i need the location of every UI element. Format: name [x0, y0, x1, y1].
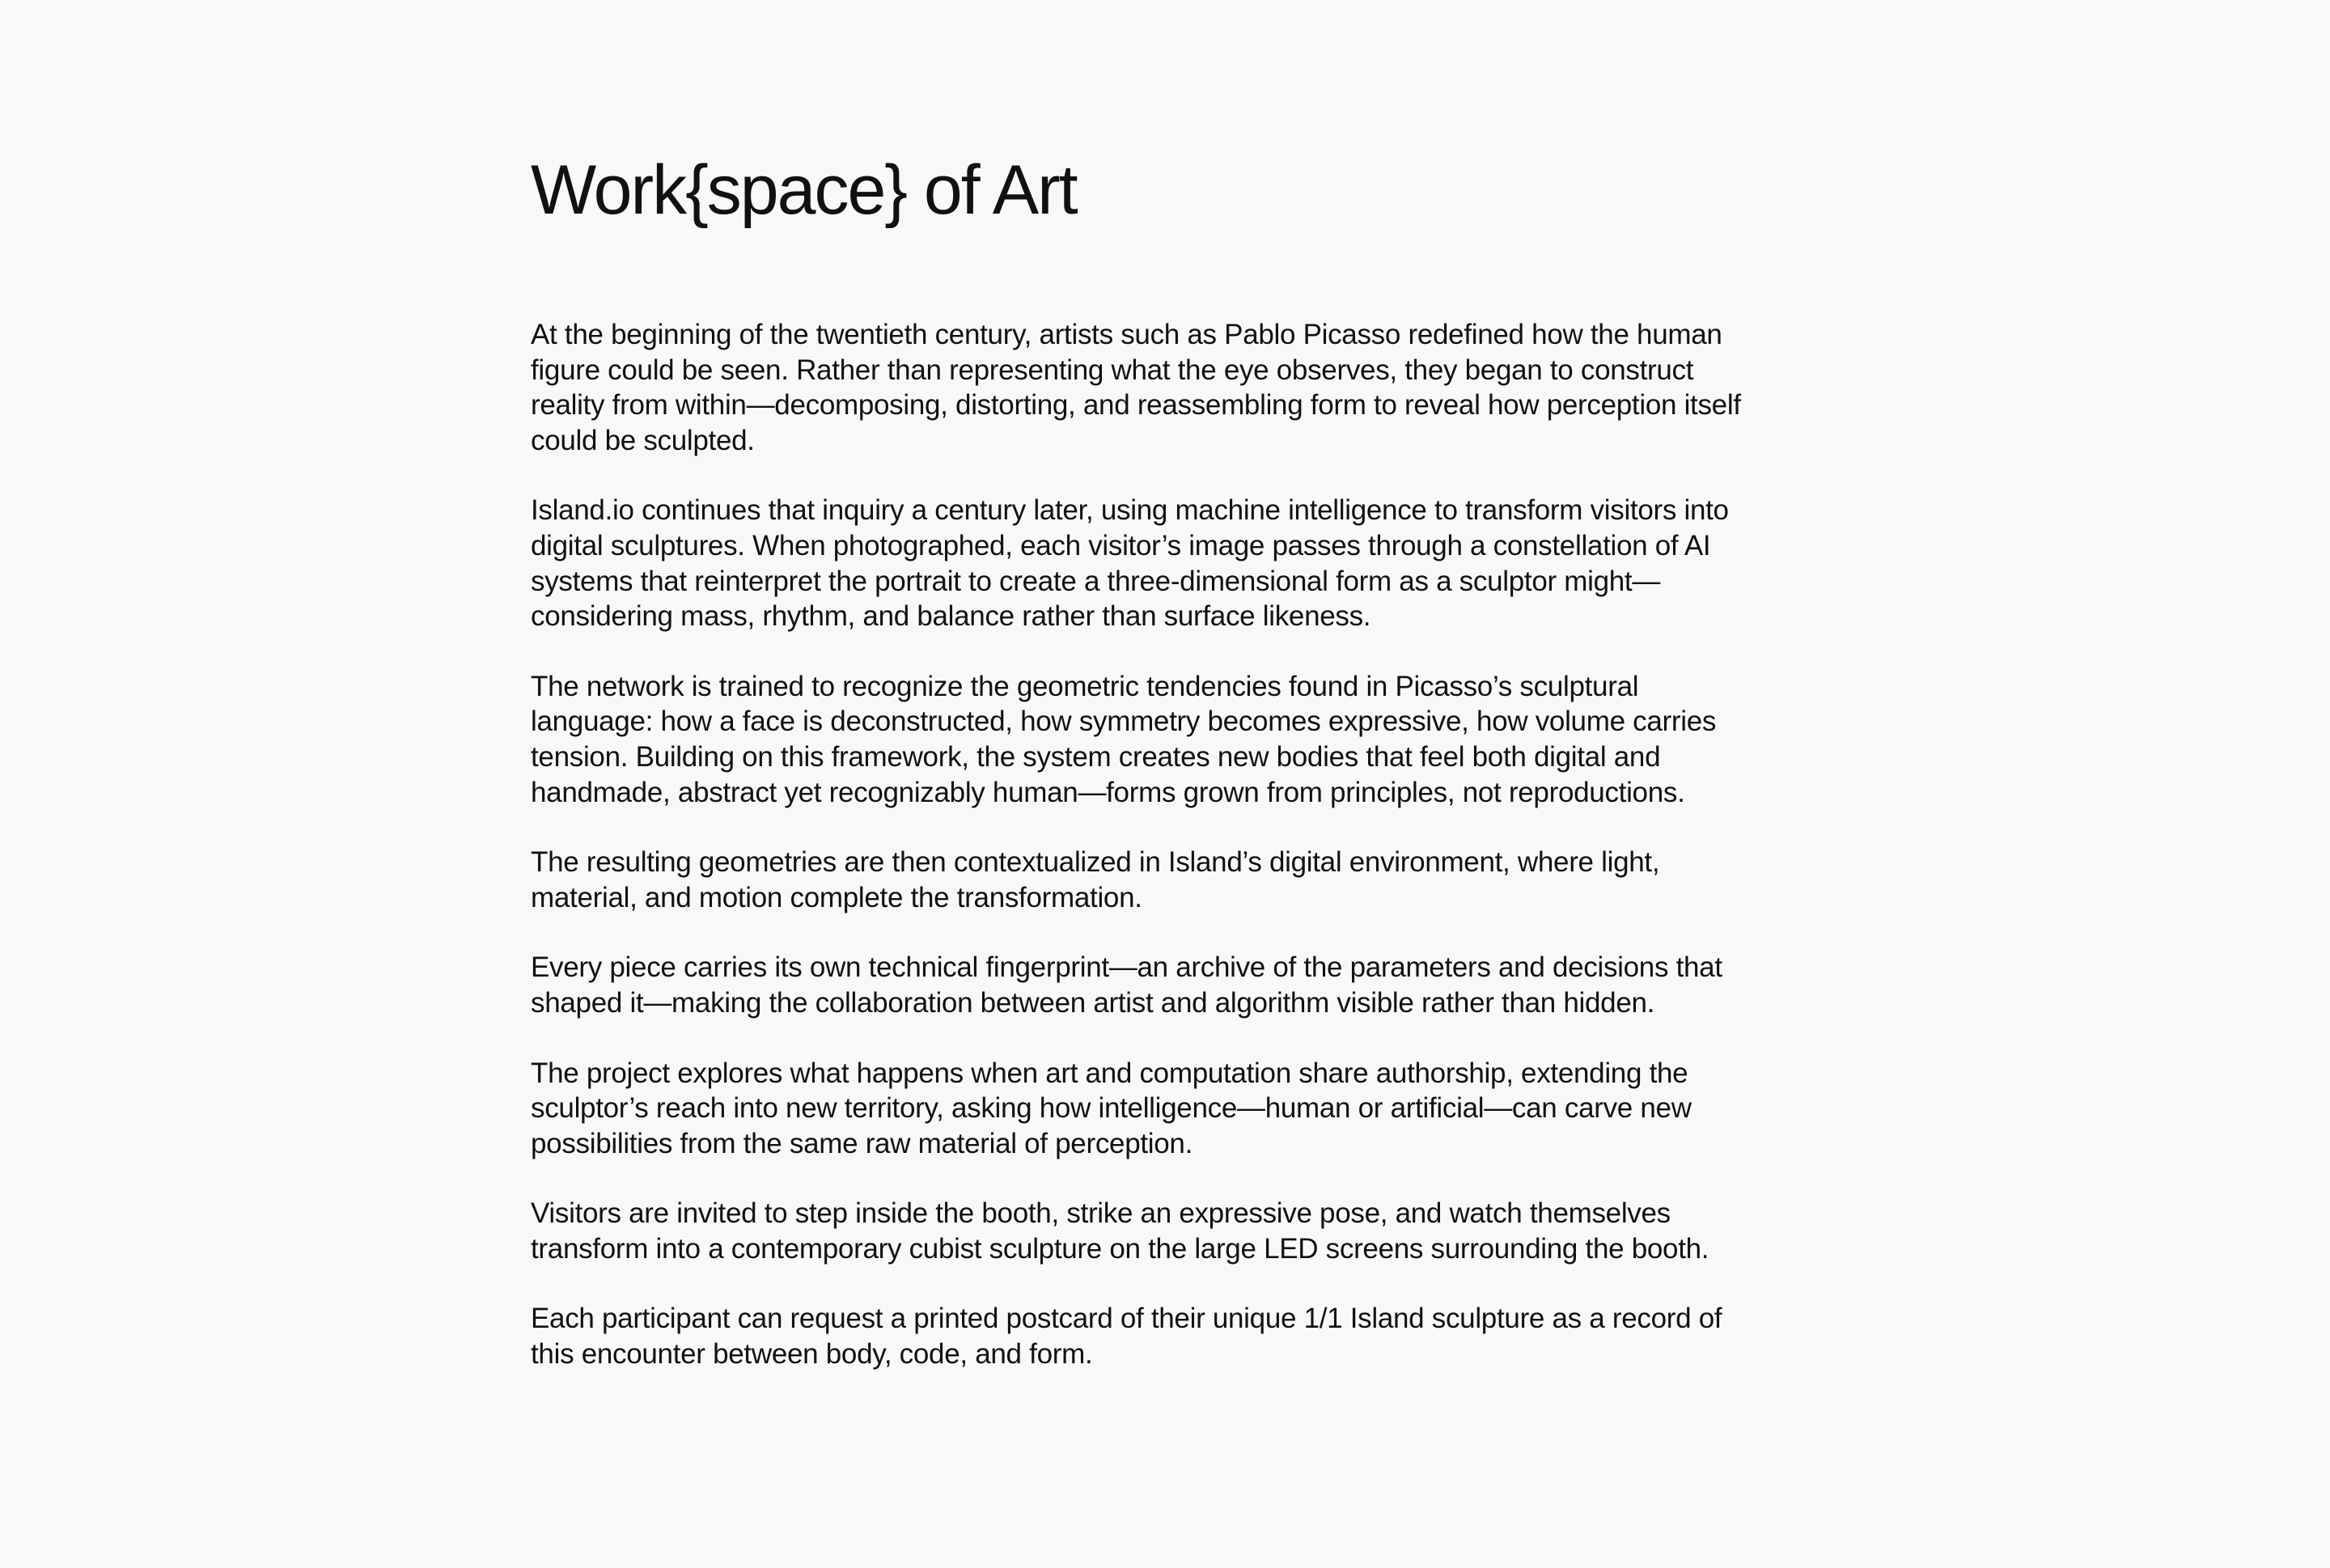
paragraph-line: possibilities from the same raw material of perception. [531, 1127, 1193, 1159]
paragraph [531, 493, 1809, 634]
paragraph [531, 1056, 1809, 1162]
paragraph-line: sculptor’s reach into new territory, asking how intelligence—human or artificial—can carve new [531, 1092, 1692, 1125]
paragraph-line: transform into a contemporary cubist sculpture on the large LED screens surrounding the booth. [531, 1232, 1709, 1265]
paragraph [531, 845, 1809, 915]
paragraph-line: The project explores what happens when art and computation share authorship, extending the [531, 1057, 1688, 1089]
paragraph-line: Island.io continues that inquiry a century later, using machine intelligence to transform visitors into [531, 494, 1729, 527]
paragraph-line: At the beginning of the twentieth century, artists such as Pablo Picasso redefined how the human [531, 319, 1722, 350]
paragraph-line: language: how a face is deconstructed, how symmetry becomes expressive, how volume carries [531, 706, 1717, 738]
paragraph-line: shaped it—making the collaboration between artist and algorithm visible rather than hidden. [531, 986, 1655, 1019]
paragraph-line: considering mass, rhythm, and balance rather than surface likeness. [531, 600, 1371, 633]
paragraph-line: this encounter between body, code, and form. [531, 1338, 1093, 1371]
paragraph-line: systems that reinterpret the portrait to create a three-dimensional form as a sculptor might— [531, 565, 1661, 597]
paragraph [531, 950, 1809, 1020]
paragraph-line: Each participant can request a printed postcard of their unique 1/1 Island sculpture as a record of [531, 1303, 1722, 1335]
page-title: Work{space} of Art [531, 151, 1077, 229]
paragraph-line: tension. Building on this framework, the system creates new bodies that feel both digital and [531, 740, 1661, 773]
paragraph-line: The network is trained to recognize the geometric tendencies found in Picasso’s sculptural [531, 670, 1639, 702]
paragraph [531, 317, 1809, 458]
article-body [531, 317, 1809, 1407]
paragraph-line: material, and motion complete the transformation. [531, 881, 1142, 913]
paragraph-line: The resulting geometries are then contextualized in Island’s digital environment, where light, [531, 846, 1660, 879]
paragraph-line: could be sculpted. [531, 424, 755, 456]
paragraph-line: figure could be seen. Rather than representing what the eye observes, they began to construct [531, 354, 1694, 386]
paragraph-line: Every piece carries its own technical fingerprint—an archive of the parameters and decisions that [531, 951, 1722, 984]
paragraph-line: Visitors are invited to step inside the booth, strike an expressive pose, and watch themselves [531, 1197, 1671, 1230]
paragraph-line: handmade, abstract yet recognizably human—forms grown from principles, not reproductions. [531, 776, 1685, 808]
paragraph-line: digital sculptures. When photographed, each visitor’s image passes through a constellation of AI [531, 529, 1711, 562]
paragraph [531, 669, 1809, 810]
paragraph [531, 1301, 1809, 1371]
paragraph [531, 1196, 1809, 1266]
paragraph-line: reality from within—decomposing, distorting, and reassembling form to reveal how perception itself [531, 389, 1741, 422]
